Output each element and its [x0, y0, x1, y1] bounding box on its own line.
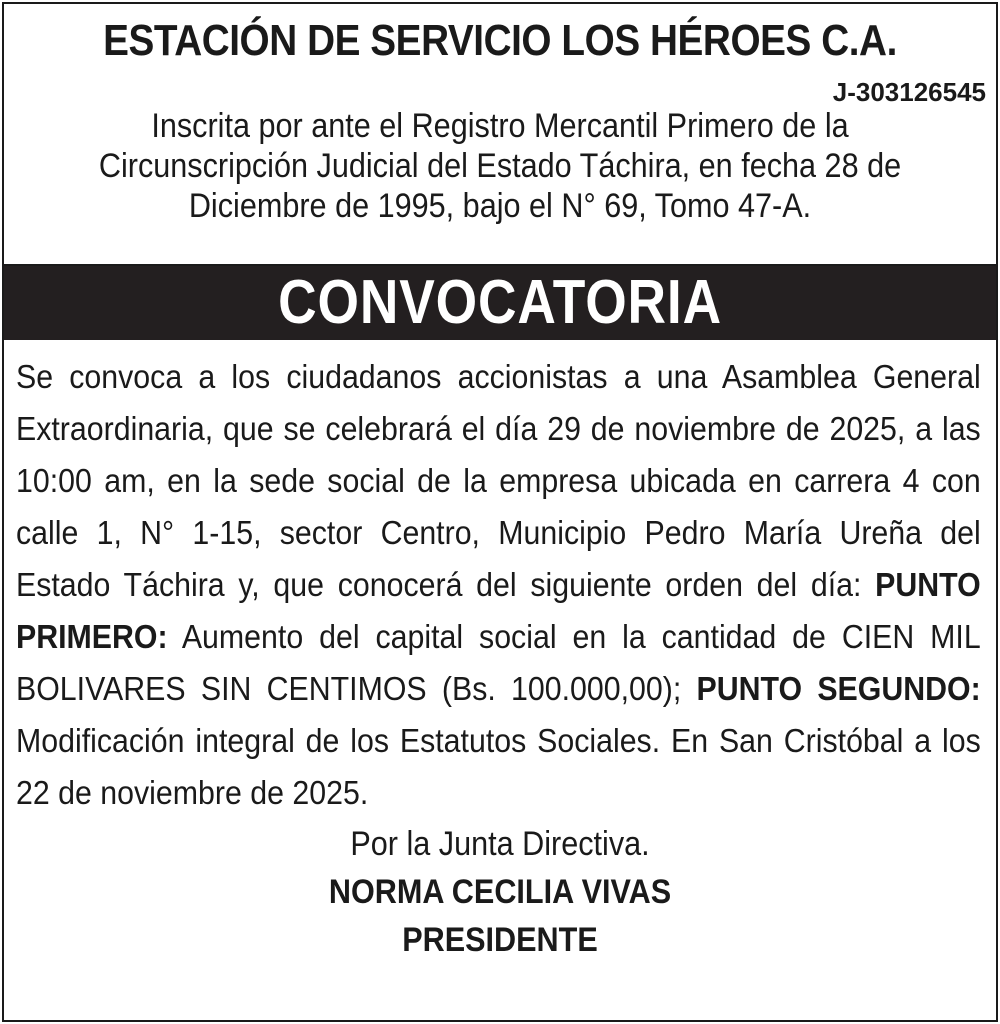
company-rif: J-303126545: [832, 77, 986, 107]
convocatoria-banner: [4, 266, 996, 340]
signature-by-line: Por la Junta Directiva.: [350, 825, 650, 863]
legal-notice: [2, 2, 998, 1022]
intro-text: Se convoca a los ciudadanos accionistas a una Asamblea General Extraordinaria, que se celebrará el día 29 de noviembre de 2025, a las 10:00 am, en la sede social de la empresa ubicada en carrera 4 con calle 1, N° 1-15, sector Centro, Municipio Pedro María Ureña del Estado Táchira y, que conocerá del siguiente orden del día:: [16, 359, 981, 604]
point-one-text: Aumento del capital social en la cantidad de CIEN MIL BOLIVARES SIN CENTIMOS (Bs. 100.000,00);: [16, 619, 981, 708]
signatory-name: NORMA CECILIA VIVAS: [328, 873, 672, 911]
registry-text: Inscrita por ante el Registro Mercantil Primero de la Circunscripción Judicial del Estado Táchira, en fecha 28 de Diciembre de 1995, bajo el N° 69, Tomo 47-A.: [98, 107, 902, 225]
company-name: ESTACIÓN DE SERVICIO LOS HÉROES C.A.: [103, 16, 897, 65]
notice-paragraph: [16, 352, 981, 820]
point-two-text: Modificación integral de los Estatutos Sociales. En San Cristóbal a los 22 de noviembre de 2025.: [16, 723, 981, 812]
point-two-label: PUNTO SEGUNDO:: [696, 671, 981, 708]
point-one-label: PUNTO PRIMERO:: [16, 567, 981, 656]
signatory-title: PRESIDENTE: [402, 921, 598, 959]
banner-title: CONVOCATORIA: [278, 268, 722, 337]
notice-body: [4, 340, 996, 964]
signature-block: [16, 820, 984, 964]
notice-header: [4, 4, 996, 266]
